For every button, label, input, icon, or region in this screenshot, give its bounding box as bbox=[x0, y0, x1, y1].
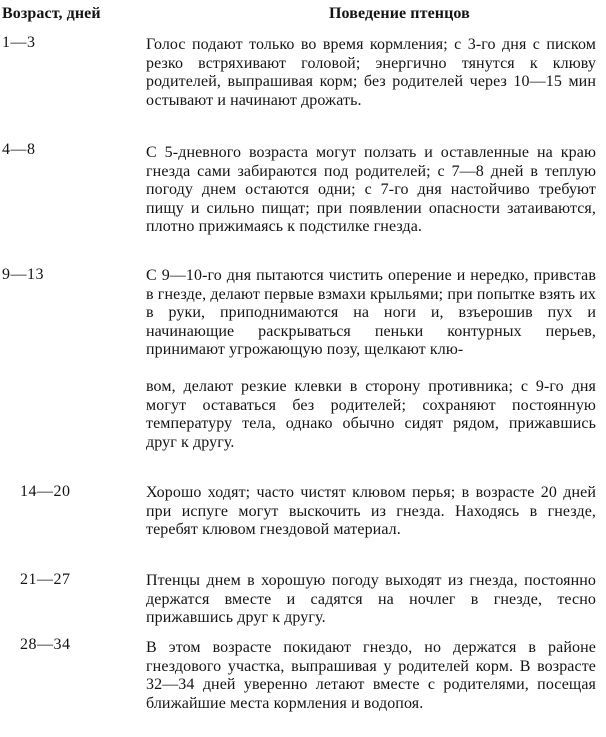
age-cell: 14—20 bbox=[20, 483, 71, 500]
behavior-text: С 5-дневного возраста могут ползать и оставленные на краю гнезда сами забираются под родителей; с 7—8 дней в теплую погоду днем остаются одни; с 7-го дня настойчиво требуют пищу и сильно пищат; при появлении опасности затаиваются, плотно прижимаясь к подстилке гнезда. bbox=[146, 144, 596, 236]
header-age: Возраст, дней bbox=[2, 5, 101, 22]
behavior-text: Птенцы днем в хорошую погоду выходят из гнезда, постоянно держатся вместе и садятся на ночлег в гнезде, тесно прижавшись друг к другу. bbox=[146, 572, 596, 627]
age-cell: 9—13 bbox=[2, 266, 44, 283]
age-cell: 21—27 bbox=[20, 571, 71, 588]
behavior-text: Голос подают только во время кормления; с 3-го дня с писком резко встряхивают головой; энергично тянутся к клюву родителей, выпрашивая корм; без родителей через 10—15 мин остывают и начинают дрожать. bbox=[146, 36, 596, 109]
behavior-text: В этом возрасте покидают гнездо, но держатся в районе гнездового участка, выпрашивая у родителей корм. В возрасте 32—34 дней уверенно летают вместе с родителями, посещая ближайшие места кормления и водопоя. bbox=[146, 639, 596, 712]
behavior-text: С 9—10-го дня пытаются чистить оперение и нередко, привстав в гнезде, делают первые взмахи крыльями; при попытке взять их в руки, приподнимаются на ноги и, взъерошив пух и начинающие раскрываться пеньки контурных перьев, принимают угрожающую позу, щелкают клю- bbox=[146, 267, 596, 359]
age-cell: 1—3 bbox=[2, 34, 36, 51]
header-behavior: Поведение птенцов bbox=[329, 5, 470, 22]
behavior-text-continued: вом, делают резкие клевки в сторону противника; с 9-го дня могут оставаться без родителей; сохраняют постоянную температуру тела, однако обычно сидят рядом, прижавшись друг к другу. bbox=[146, 377, 596, 451]
spacer bbox=[146, 360, 596, 378]
behavior-cell bbox=[146, 36, 596, 110]
behavior-cell bbox=[146, 572, 596, 628]
behavior-cell bbox=[146, 639, 596, 713]
age-cell: 28—34 bbox=[20, 636, 71, 653]
age-cell: 4—8 bbox=[2, 141, 36, 158]
behavior-cell bbox=[146, 144, 596, 237]
behavior-cell bbox=[146, 267, 596, 452]
behavior-cell bbox=[146, 484, 596, 540]
behavior-text: Хорошо ходят; часто чистят клювом перья; в возрасте 20 дней при испуге могут выскочить из гнезда. Находясь в гнезде, теребят клювом гнездовой материал. bbox=[146, 484, 596, 539]
